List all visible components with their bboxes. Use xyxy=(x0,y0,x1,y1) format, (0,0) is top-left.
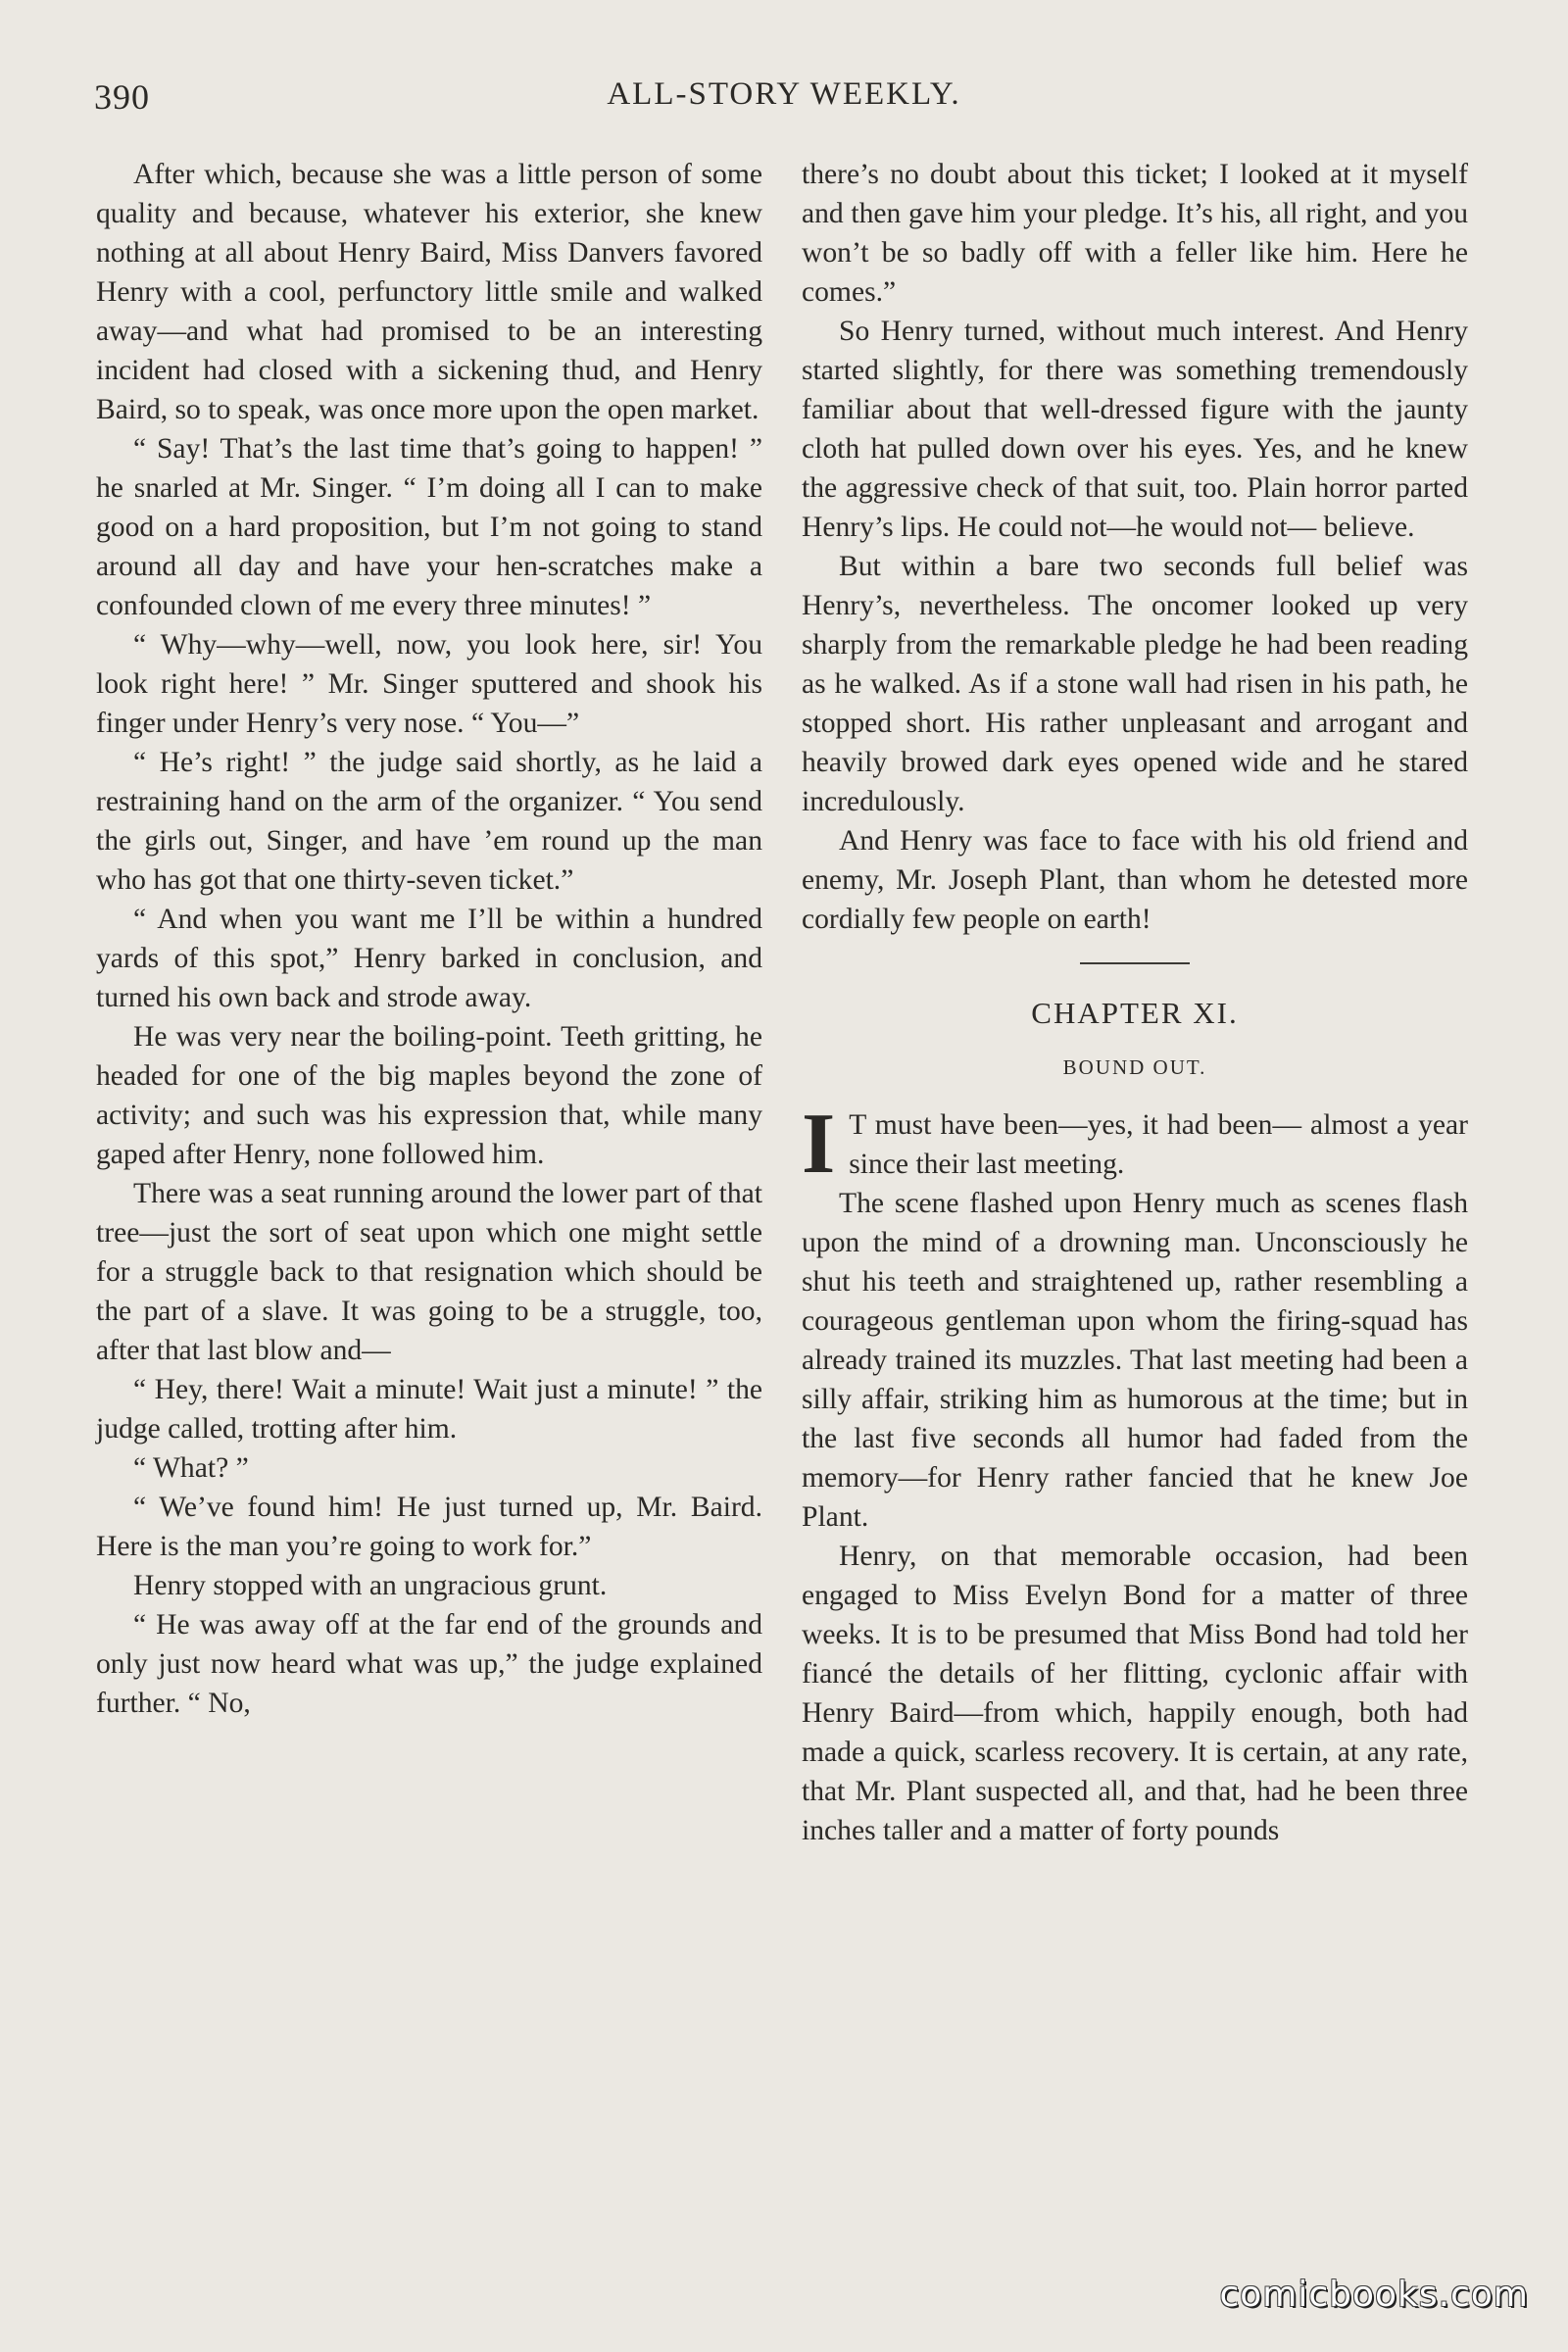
watermark-logo: comicbooks.com xyxy=(1219,2275,1529,2315)
paragraph: “ He was away off at the far end of the grounds and only just now heard what was up,” the judge explained further. “ No, xyxy=(96,1609,762,1719)
paragraph: So Henry turned, without much interest. And Henry started slightly, for there was something tremendously familiar about that well-dressed figure with the jaunty cloth hat pulled down over his eyes. Yes, and he knew the aggressive check of that suit, too. Plain horror parted Henry’s lips. He could not—he would not— believe. xyxy=(802,316,1468,543)
chapter-opening-paragraph xyxy=(802,1097,1468,1192)
paragraph: He was very near the boiling-point. Teeth gritting, he headed for one of the big maples beyond the zone of activity; and such was his expression that, while many gaped after Henry, none followed him. xyxy=(96,1021,762,1170)
opening-text: T must have been—yes, it had been— almost a year since their last meeting. xyxy=(849,1109,1468,1180)
section-divider xyxy=(1080,962,1190,964)
paragraph: After which, because she was a little person of some quality and because, whatever his exterior, she knew nothing at all about Henry Baird, Miss Danvers favored Henry with a cool, perfunctory little smile and walked away—and what had promised to be an interesting incident had closed with a sickening thud, and Henry Baird, so to speak, was once more upon the open market. xyxy=(96,159,762,425)
paragraph: There was a seat running around the lower part of that tree—just the sort of seat upon which one might settle for a struggle back to that resignation which should be the part of a slave. It was going to be a struggle, too, after that last blow and— xyxy=(96,1178,762,1366)
paragraph: But within a bare two seconds full belief was Henry’s, nevertheless. The oncomer looked up very sharply from the remarkable pledge he had been reading as he walked. As if a stone wall had risen in his path, he stopped short. His rather unpleasant and arrogant and heavily browed dark eyes opened wide and he stared incredulously. xyxy=(802,551,1468,817)
chapter-title: CHAPTER XI. xyxy=(1031,996,1239,1030)
paragraph: “ Hey, there! Wait a minute! Wait just a minute! ” the judge called, trotting after him. xyxy=(96,1374,762,1445)
paragraph: The scene flashed upon Henry much as scenes flash upon the mind of a drowning man. Unconsciously he shut his teeth and straightened up, rather resembling a courageous gentleman upon whom the firing-squad has already trained its muzzles. That last meeting had been a silly affair, striking him as humorous at the time; but in the last five seconds all humor had faded from the memory—for Henry rather fancied that he knew Joe Plant. xyxy=(802,1188,1468,1533)
paragraph: And Henry was face to face with his old friend and enemy, Mr. Joseph Plant, than whom he detested more cordially few people on earth! xyxy=(802,825,1468,935)
paragraph: Henry stopped with an ungracious grunt. xyxy=(133,1570,608,1601)
paragraph: “ Say! That’s the last time that’s going to happen! ” he snarled at Mr. Singer. “ I’m doing all I can to make good on a hard proposition, but I’m not going to stand around all day and have your hen-scratches make a confounded clown of me every three minutes! ” xyxy=(96,433,762,621)
page-number: 390 xyxy=(94,77,150,117)
paragraph: there’s no doubt about this ticket; I looked at it myself and then gave him your pledge. It’s his, all right, and you won’t be so badly off with a feller like him. Here he comes.” xyxy=(802,159,1468,308)
drop-cap: I xyxy=(802,1097,836,1192)
paragraph: “ He’s right! ” the judge said shortly, as he laid a restraining hand on the arm of the organizer. “ You send the girls out, Singer, and have ’em round up the man who has got that one thirty-seven ticket.” xyxy=(96,747,762,896)
chapter-subtitle: BOUND OUT. xyxy=(1062,1055,1207,1079)
chapter-body xyxy=(802,1097,1468,1850)
paragraph: “ Why—why—well, now, you look here, sir! You look right here! ” Mr. Singer sputtered and shook his finger under Henry’s very nose. “ You—” xyxy=(96,629,762,739)
page-header xyxy=(94,76,1474,125)
paragraph: “ What? ” xyxy=(133,1452,249,1484)
right-column xyxy=(802,155,1468,1850)
paragraph: “ We’ve found him! He just turned up, Mr. Baird. Here is the man you’re going to work for.” xyxy=(96,1492,762,1562)
left-column xyxy=(96,155,762,1723)
running-head: ALL-STORY WEEKLY. xyxy=(607,76,961,112)
paragraph: “ And when you want me I’ll be within a hundred yards of this spot,” Henry barked in conclusion, and turned his own back and strode away. xyxy=(96,904,762,1013)
paragraph: Henry, on that memorable occasion, had been engaged to Miss Evelyn Bond for a matter of three weeks. It is to be presumed that Miss Bond had told her fiancé the details of her flitting, cyclonic affair with Henry Baird—from which, happily enough, both had made a quick, scarless recovery. It is certain, at any rate, that Mr. Plant suspected all, and that, had he been three inches taller and a matter of forty pounds xyxy=(802,1541,1468,1846)
